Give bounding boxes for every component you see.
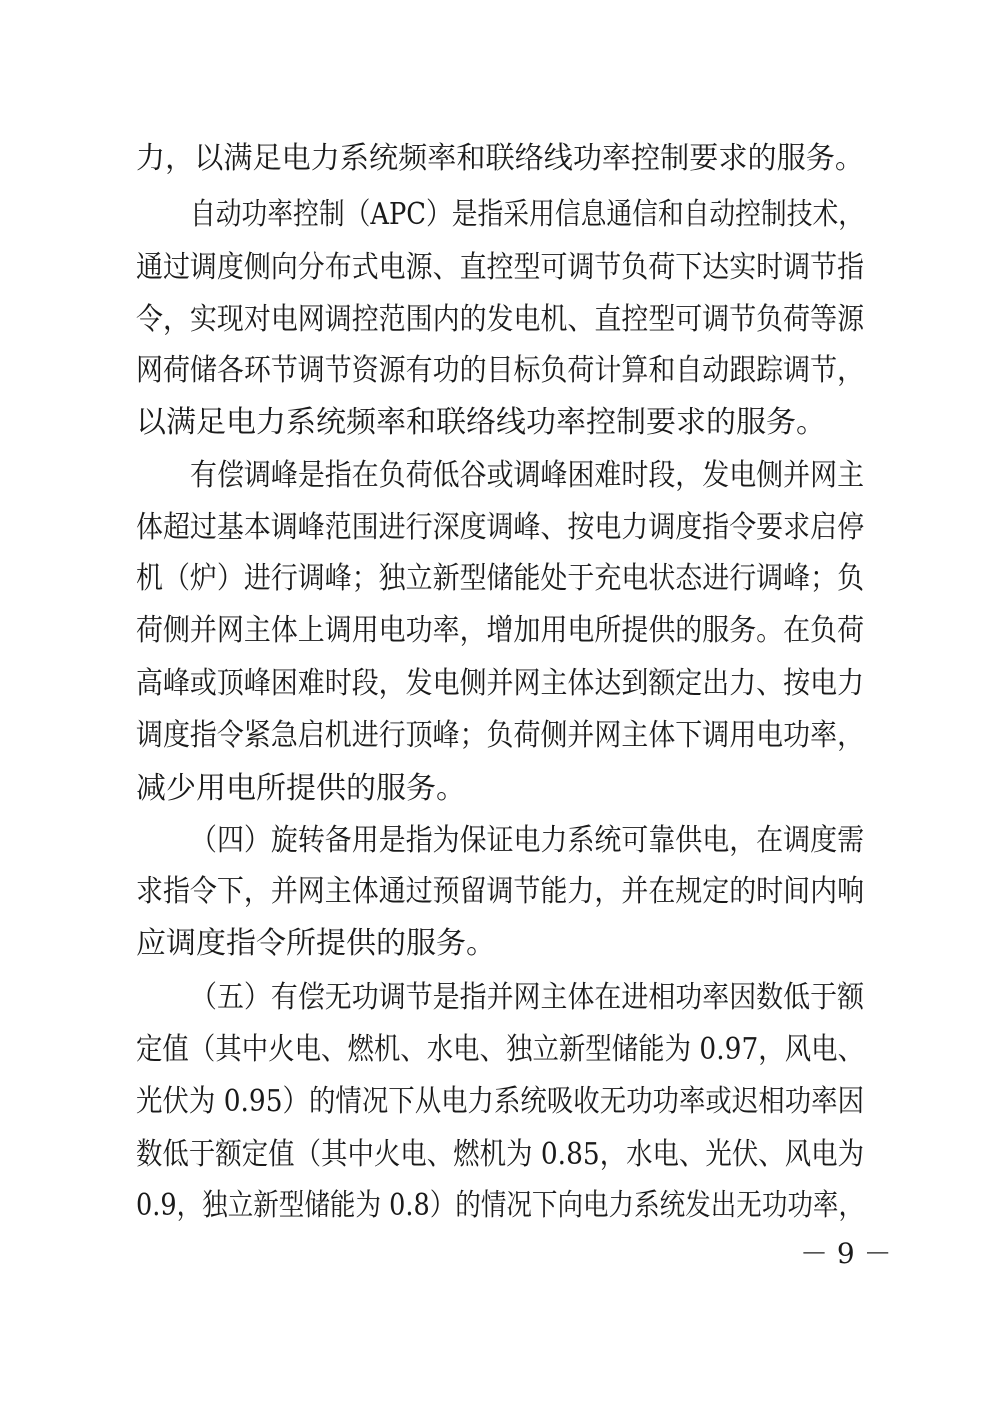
text-line	[0, 553, 1000, 605]
text-line-content: 通过调度侧向分布式电源、直控型可调节负荷下达实时调节指	[136, 250, 865, 285]
text-line-content: 以满足电力系统频率和联络线功率控制要求的服务。	[136, 405, 826, 440]
text-line	[0, 918, 1000, 970]
text-line	[0, 294, 1000, 346]
text-line-content: 网荷储各环节调节资源有功的目标负荷计算和自动跟踪调节，	[136, 353, 865, 388]
text-line	[0, 605, 1000, 657]
text-line-content: 0.9，独立新型储能为 0.8）的情况下向电力系统发出无功功率，	[136, 1188, 865, 1223]
text-line-content: （四）旋转备用是指为保证电力系统可靠供电，在调度需	[190, 823, 865, 858]
text-line	[0, 710, 1000, 762]
text-line	[0, 1024, 1000, 1076]
text-line	[0, 502, 1000, 554]
text-line	[0, 1129, 1000, 1181]
text-line-content: 自动功率控制（APC）是指采用信息通信和自动控制技术，	[190, 197, 864, 232]
text-line	[0, 866, 1000, 918]
text-line-content: 调度指令紧急启机进行顶峰；负荷侧并网主体下调用电功率，	[136, 718, 865, 753]
text-line-content: 有偿调峰是指在负荷低谷或调峰困难时段，发电侧并网主	[190, 458, 865, 493]
text-line	[0, 972, 1000, 1024]
text-line	[0, 345, 1000, 397]
text-line	[0, 815, 1000, 867]
text-line-content: 求指令下，并网主体通过预留调节能力，并在规定的时间内响	[136, 874, 865, 909]
text-line-content: 数低于额定值（其中火电、燃机为 0.85，水电、光伏、风电为	[136, 1137, 865, 1172]
text-line-content: 力，以满足电力系统频率和联络线功率控制要求的服务。	[136, 141, 865, 176]
text-line	[0, 658, 1000, 710]
text-line	[0, 242, 1000, 294]
page-number: － 9 －	[800, 1237, 892, 1270]
text-line	[0, 1180, 1000, 1232]
text-line-content: 应调度指令所提供的服务。	[136, 926, 496, 961]
text-line-content: 光伏为 0.95）的情况下从电力系统吸收无功功率或迟相功率因	[136, 1084, 865, 1119]
text-line-content: 体超过基本调峰范围进行深度调峰、按电力调度指令要求启停	[136, 510, 865, 545]
text-line	[0, 189, 1000, 241]
text-line-content: 定值（其中火电、燃机、水电、独立新型储能为 0.97，风电、	[136, 1032, 865, 1067]
text-line	[0, 133, 1000, 185]
text-line-content: 机（炉）进行调峰；独立新型储能处于充电状态进行调峰；负	[136, 561, 865, 596]
text-line	[0, 763, 1000, 815]
text-line	[0, 1076, 1000, 1128]
text-line-content: 高峰或顶峰困难时段，发电侧并网主体达到额定出力、按电力	[136, 666, 865, 701]
text-line	[0, 450, 1000, 502]
text-line-content: （五）有偿无功调节是指并网主体在进相功率因数低于额	[190, 980, 865, 1015]
text-line-content: 减少用电所提供的服务。	[136, 771, 466, 806]
text-line	[0, 397, 1000, 449]
text-line-content: 令，实现对电网调控范围内的发电机、直控型可调节负荷等源	[136, 302, 865, 337]
text-line-content: 荷侧并网主体上调用电功率，增加用电所提供的服务。在负荷	[136, 613, 865, 648]
